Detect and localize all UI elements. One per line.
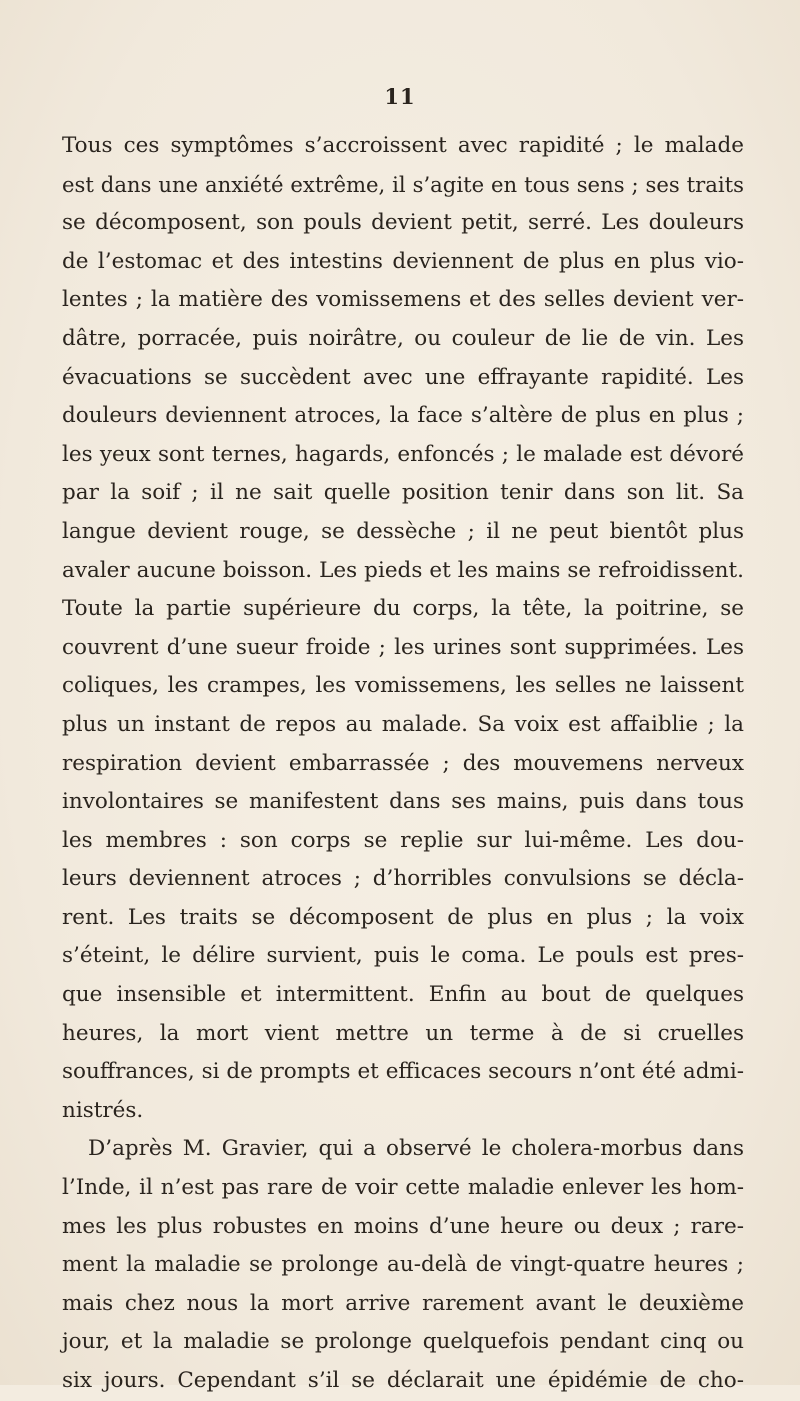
text-line: couvrent d’une sueur froide ; les urines sont supprimées. Les [62, 634, 744, 660]
text-line: involontaires se manifestent dans ses mains, puis dans tous [62, 789, 744, 815]
text-line: mais chez nous la mort arrive rarement avant le deuxième [62, 1290, 744, 1316]
text-line: dâtre, porracée, puis noirâtre, ou couleur de lie de vin. Les [62, 325, 744, 351]
text-line [62, 127, 744, 166]
text-line: heures, la mort vient mettre un terme à de si cruelles [62, 1020, 744, 1046]
text-line: l’Inde, il n’est pas rare de voir cette maladie enlever les hom- [62, 1175, 744, 1201]
text-line: coliques, les crampes, les vomissemens, les selles ne laissent [62, 673, 744, 699]
text-line: les yeux sont ternes, hagards, enfoncés ; le malade est dévoré [62, 441, 744, 467]
text-line: D’après M. Gravier, qui a observé le cholera-morbus dans [88, 1136, 744, 1162]
text-line: évacuations se succèdent avec une effrayante rapidité. Les [62, 364, 744, 390]
paragraph [62, 1130, 744, 1400]
text-line: leurs deviennent atroces ; d’horribles convulsions se décla- [62, 866, 744, 892]
page-number: 11 [384, 84, 416, 109]
text-line: se décomposent, son pouls devient petit, serré. Les douleurs [62, 210, 744, 236]
text-line: est dans une anxiété extrême, il s’agite en tous sens ; ses traits [62, 171, 744, 197]
text-line: respiration devient embarrassée ; des mouvemens nerveux [62, 750, 744, 776]
text-line: langue devient rouge, se dessèche ; il ne peut bientôt plus [62, 518, 744, 544]
text-line: six jours. Cependant s’il se déclarait une épidémie de cho- [62, 1368, 744, 1393]
text-line: souffrances, si de prompts et efficaces secours n’ont été admi- [62, 1059, 744, 1085]
text-line: avaler aucune boisson. Les pieds et les mains se refroidissent. [62, 557, 744, 583]
text-line: les membres : son corps se replie sur lui-même. Les dou- [62, 827, 744, 853]
text-line: rent. Les traits se décomposent de plus en plus ; la voix [62, 904, 744, 930]
text-line-content: Tous ces symptômes s’accroissent avec rapidité ; le malade [62, 133, 744, 158]
text-line: nistrés. [62, 1097, 144, 1123]
body-text [62, 127, 744, 1401]
text-line: lentes ; la matière des vomissemens et des selles devient ver- [62, 287, 744, 313]
text-line: de l’estomac et des intestins deviennent de plus en plus vio- [62, 248, 744, 274]
text-line: mes les plus robustes en moins d’une heure ou deux ; rare- [62, 1213, 744, 1239]
text-line: douleurs deviennent atroces, la face s’altère de plus en plus ; [62, 403, 744, 429]
text-line: Toute la partie supérieure du corps, la tête, la poitrine, se [62, 596, 744, 622]
paragraph [62, 127, 744, 1130]
text-line: jour, et la maladie se prolonge quelquefois pendant cinq ou [62, 1329, 744, 1355]
text-line: s’éteint, le délire survient, puis le coma. Le pouls est pres- [62, 943, 744, 969]
text-line: plus un instant de repos au malade. Sa voix est affaiblie ; la [62, 711, 744, 737]
text-line: ment la maladie se prolonge au-delà de vingt-quatre heures ; [62, 1252, 744, 1278]
text-line: par la soif ; il ne sait quelle position tenir dans son lit. Sa [62, 480, 744, 506]
text-line: que insensible et intermittent. Enfin au bout de quelques [62, 982, 744, 1008]
